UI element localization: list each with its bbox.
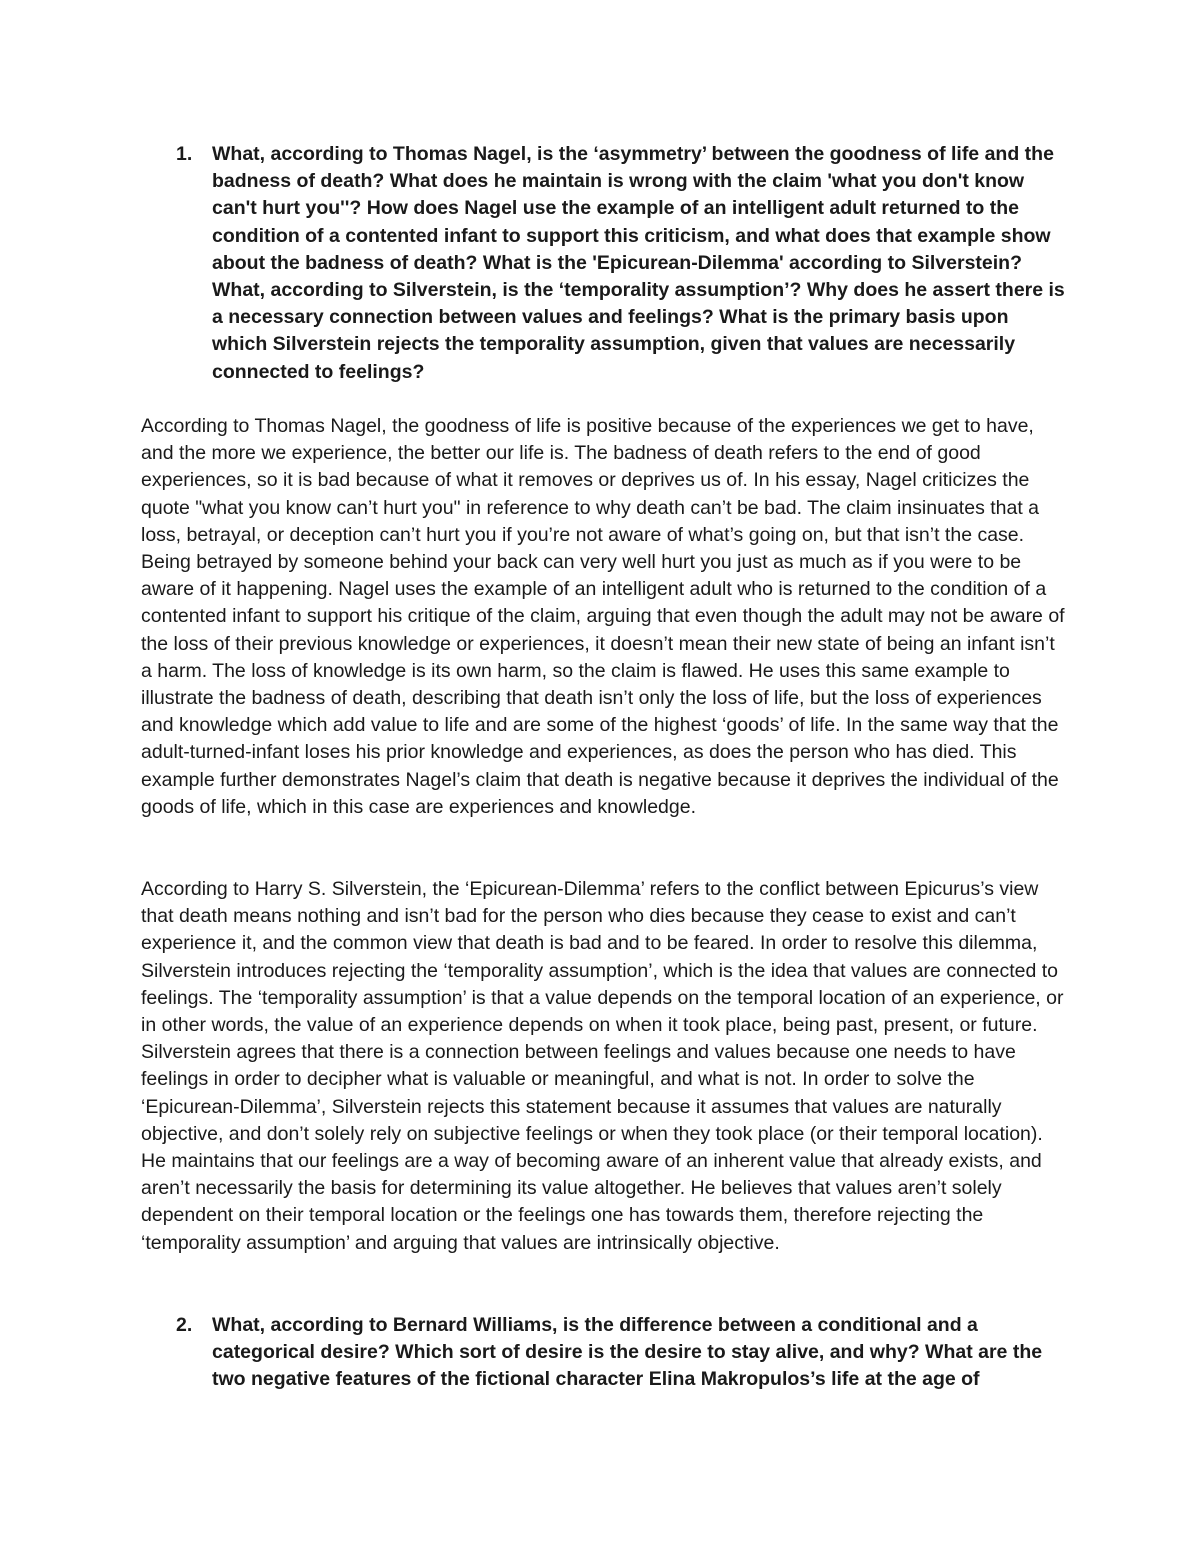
answer-paragraph-silverstein: According to Harry S. Silverstein, the ‘Epicurean-Dilemma’ refers to the conflict between Epicurus’s view that death means nothing and isn’t bad for the person who dies because they cease to exist and can’t experience it, and the common view that death is bad and to be feared. In order to resolve this dilemma, Silverstein introduces rejecting the ‘temporality assumption’, which is the idea that values are connected to feelings. The ‘temporality assumption’ is that a value depends on the temporal location of an experience, or in other words, the value of an experience depends on when it took place, being past, present, or future. Silverstein agrees that there is a connection between feelings and values because one needs to have feelings in order to decipher what is valuable or meaningful, and what is not. In order to solve the ‘Epicurean-Dilemma’, Silverstein rejects this statement because it assumes that values are naturally objective, and don’t solely rely on subjective feelings or when they took place (or their temporal location). He maintains that our feelings are a way of becoming aware of an inherent value that already exists, and aren’t necessarily the basis for determining its value altogether. He believes that values aren’t solely dependent on their temporal location or the feelings one has towards them, therefore rejecting the ‘temporality assumption’ and arguing that values are intrinsically objective. [141,878,1064,1254]
question-2 [176,1312,1066,1394]
question-number: 2. [176,1314,193,1336]
question-number: 1. [176,143,193,165]
answer-paragraph-nagel: According to Thomas Nagel, the goodness of life is positive because of the experiences we get to have, and the more we experience, the better our life is. The badness of death refers to the end of good experiences, so it is bad because of what it removes or deprives us of. In his essay, Nagel criticizes the quote "what you know can’t hurt you" in reference to why death can’t be bad. The claim insinuates that a loss, betrayal, or deception can’t hurt you if you’re not aware of what’s going on, but that isn’t the case. Being betrayed by someone behind your back can very well hurt you just as much as if you were to be aware of it happening. Nagel uses the example of an intelligent adult who is returned to the condition of a contented infant to support his critique of the claim, arguing that even though the adult may not be aware of the loss of their previous knowledge or experiences, it doesn’t mean their new state of being an infant isn’t a harm. The loss of knowledge is its own harm, so the claim is flawed. He uses this same example to illustrate the badness of death, describing that death isn’t only the loss of life, but the loss of experiences and knowledge which add value to life and are some of the highest ‘goods’ of life. In the same way that the adult-turned-infant loses his prior knowledge and experiences, as does the person who has died. This example further demonstrates Nagel’s claim that death is negative because it deprives the individual of the goods of life, which in this case are experiences and knowledge. [141,415,1065,818]
question-text: What, according to Bernard Williams, is the difference between a conditional and a categorical desire? Which sort of desire is the desire to stay alive, and why? What are the two negative features of the fictional character Elina Makropulos’s life at the age of [212,1314,1043,1391]
question-1 [176,141,1066,386]
question-text: What, according to Thomas Nagel, is the ‘asymmetry’ between the goodness of life and the badness of death? What does he maintain is wrong with the claim 'what you don't know can't hurt you''? How does Nagel use the example of an intelligent adult returned to the condition of a contented infant to support this criticism, and what does that example show about the badness of death? What is the 'Epicurean-Dilemma' according to Silverstein? What, according to Silverstein, is the ‘temporality assumption’? Why does he assert there is a necessary connection between values and feelings? What is the primary basis upon which Silverstein rejects the temporality assumption, given that values are necessarily connected to feelings? [212,143,1065,383]
